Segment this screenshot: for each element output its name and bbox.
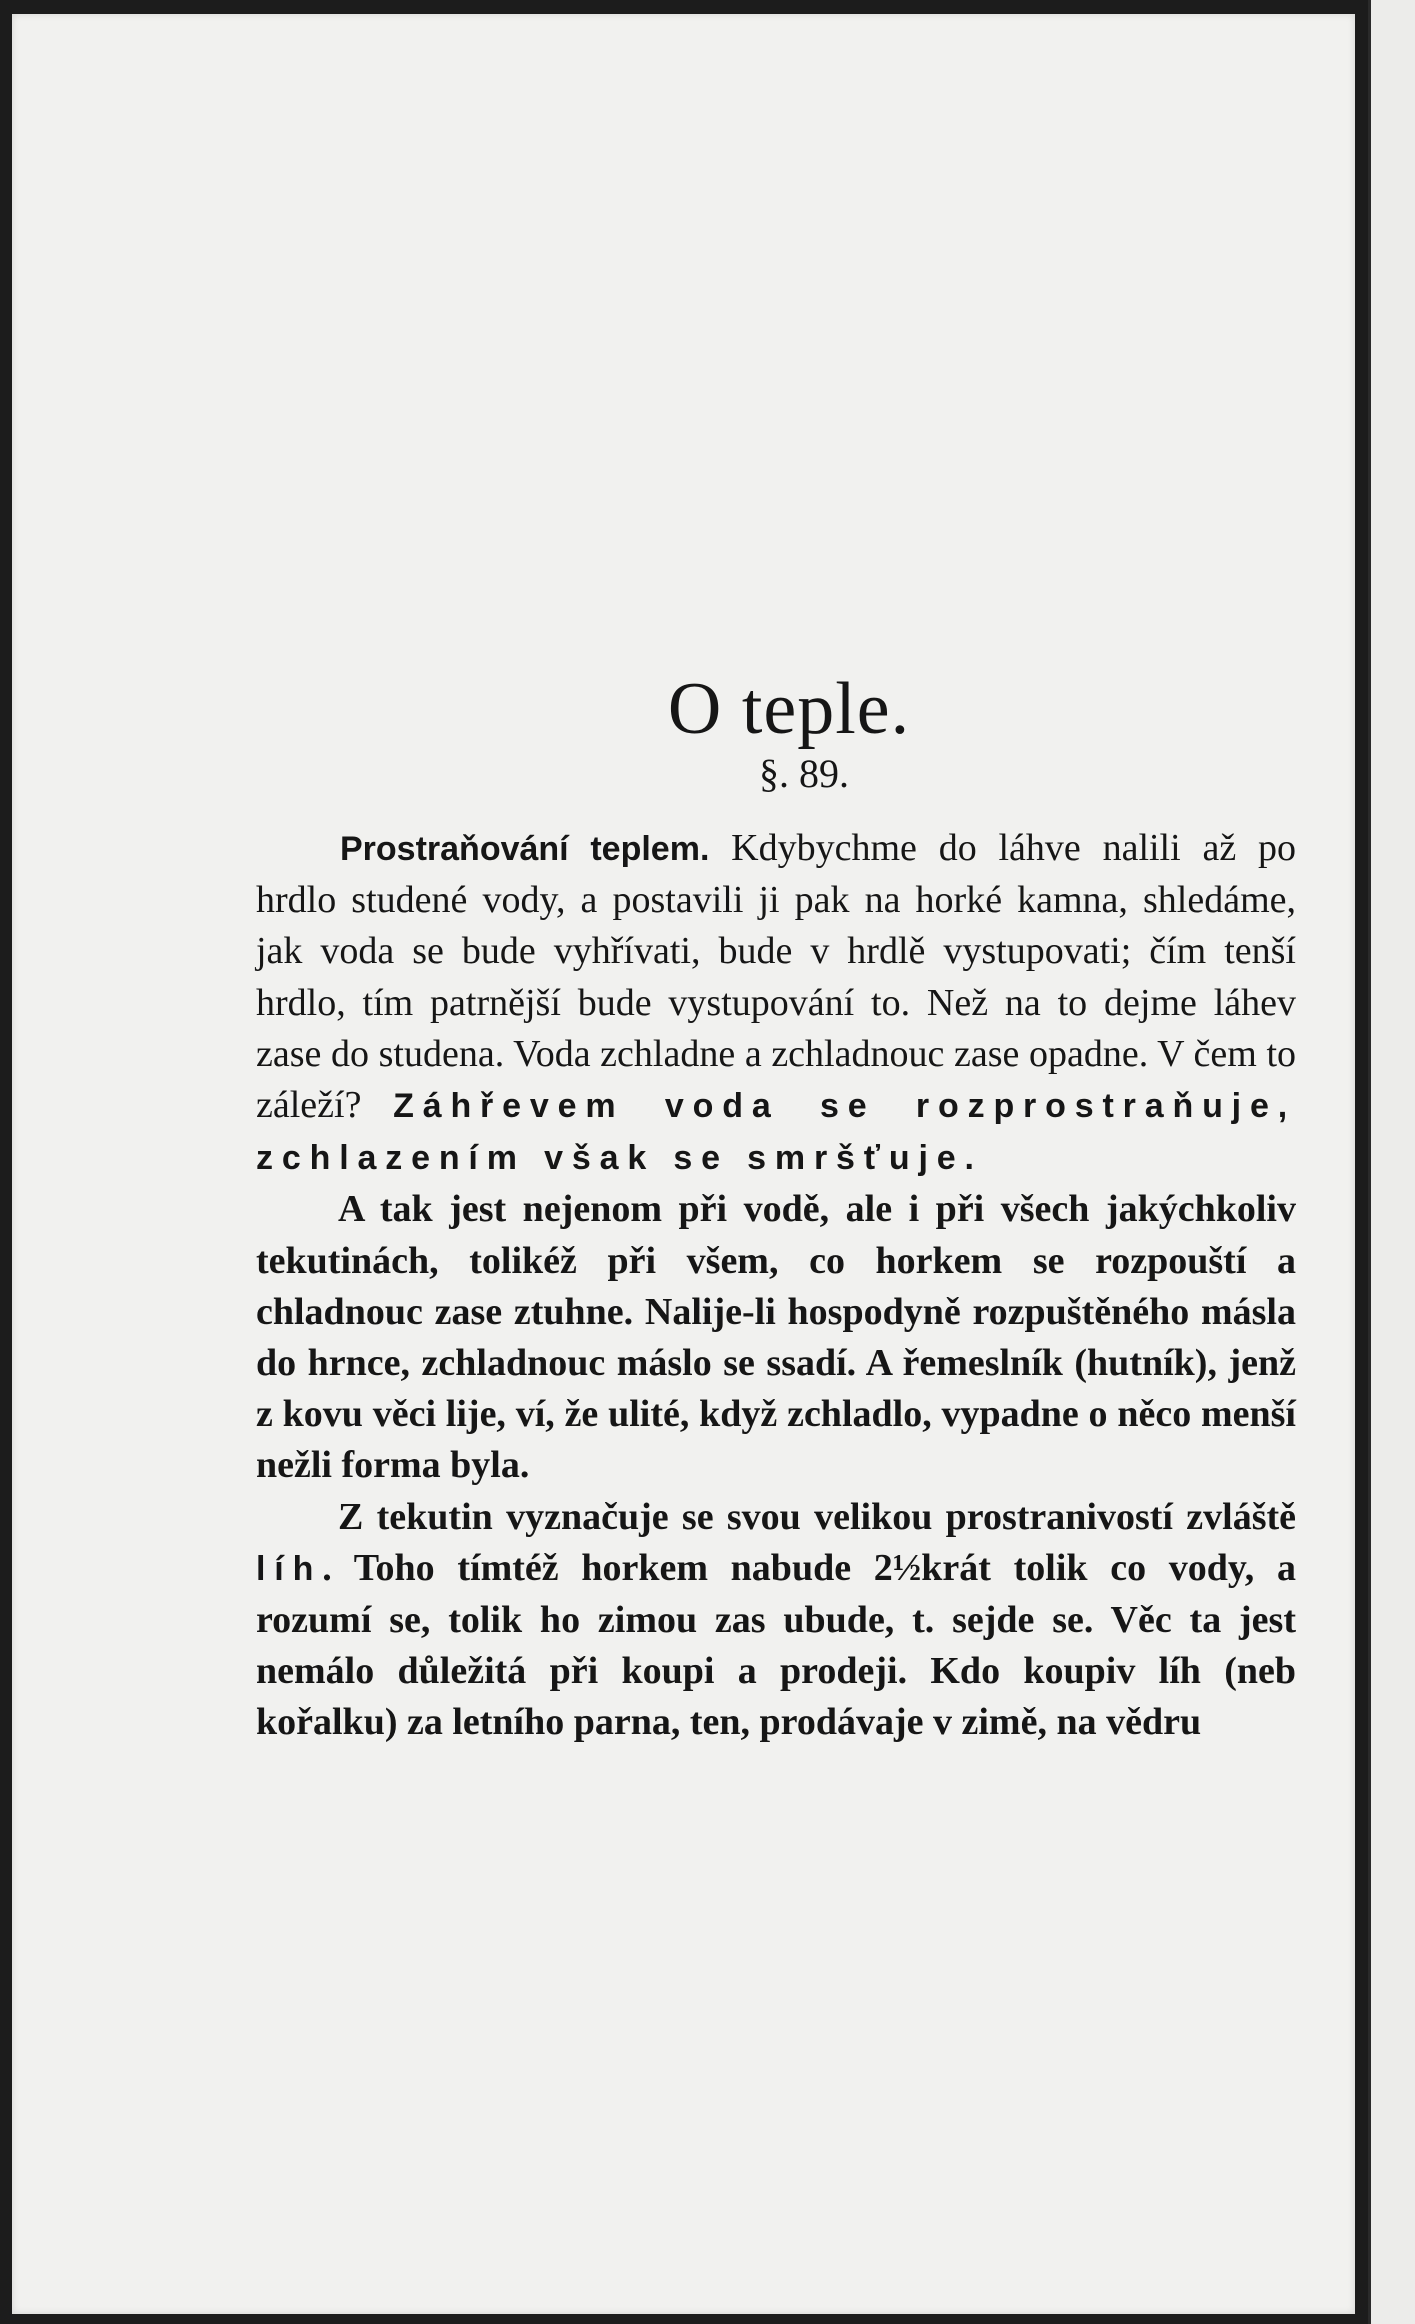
spaced-emphasis: Záhřevem voda se rozprostraňuje, zchlazením však se smršťuje. — [256, 1087, 1297, 1178]
section-number: §. 89. — [759, 751, 849, 796]
paragraph-1 — [256, 823, 1296, 1184]
spaced-word: líh — [256, 1549, 323, 1588]
paragraph-2: A tak jest nejenom při vodě, ale i při všech jakýchkoliv tekutinách, tolikéž při všem, co horkem se rozpouští a chladnouc zase ztuhne. Nalije-li hospodyně rozpuštěného másla do hrnce, zchladnouc máslo se ssadí. A řemeslník (hutník), jenž z kovu věci lije, ví, že ulité, když zchladlo, vypadne o něco menší nežli forma byla. — [256, 1188, 1296, 1487]
paragraph-3 — [256, 1492, 1296, 1749]
book-page — [12, 14, 1355, 2314]
body-text — [256, 823, 1296, 1749]
paragraph-3-part-2: . Toho tímtéž horkem nabude 2½krát tolik co vody, a rozumí se, tolik ho zimou zas ubude, t. sejde se. Věc ta jest nemálo důležitá při koupi a prodeji. Kdo koupiv líh (neb kořalku) za letního parna, ten, prodávaje v zimě, na vědru — [256, 1546, 1296, 1744]
adjacent-page-edge — [1368, 0, 1415, 2324]
paragraph-3-part-1: Z tekutin vyznačuje se svou velikou prostranivostí zvláště — [338, 1495, 1296, 1538]
paragraph-1-text: Kdybychme do láhve nalili až po hrdlo studené vody, a postavili ji pak na horké kamna, shledáme, jak voda se bude vyhřívati, bude v hrdlě vystupovati; čím tenší hrdlo, tím patrnější bude vystupování to. Než na to dejme láhev zase do studena. Voda zchladne a zchladnouc zase opadne. V čem to záleží? — [256, 827, 1296, 1127]
paragraph-heading: Prostraňování teplem. — [340, 830, 710, 868]
chapter-title: O teple. — [667, 667, 911, 750]
